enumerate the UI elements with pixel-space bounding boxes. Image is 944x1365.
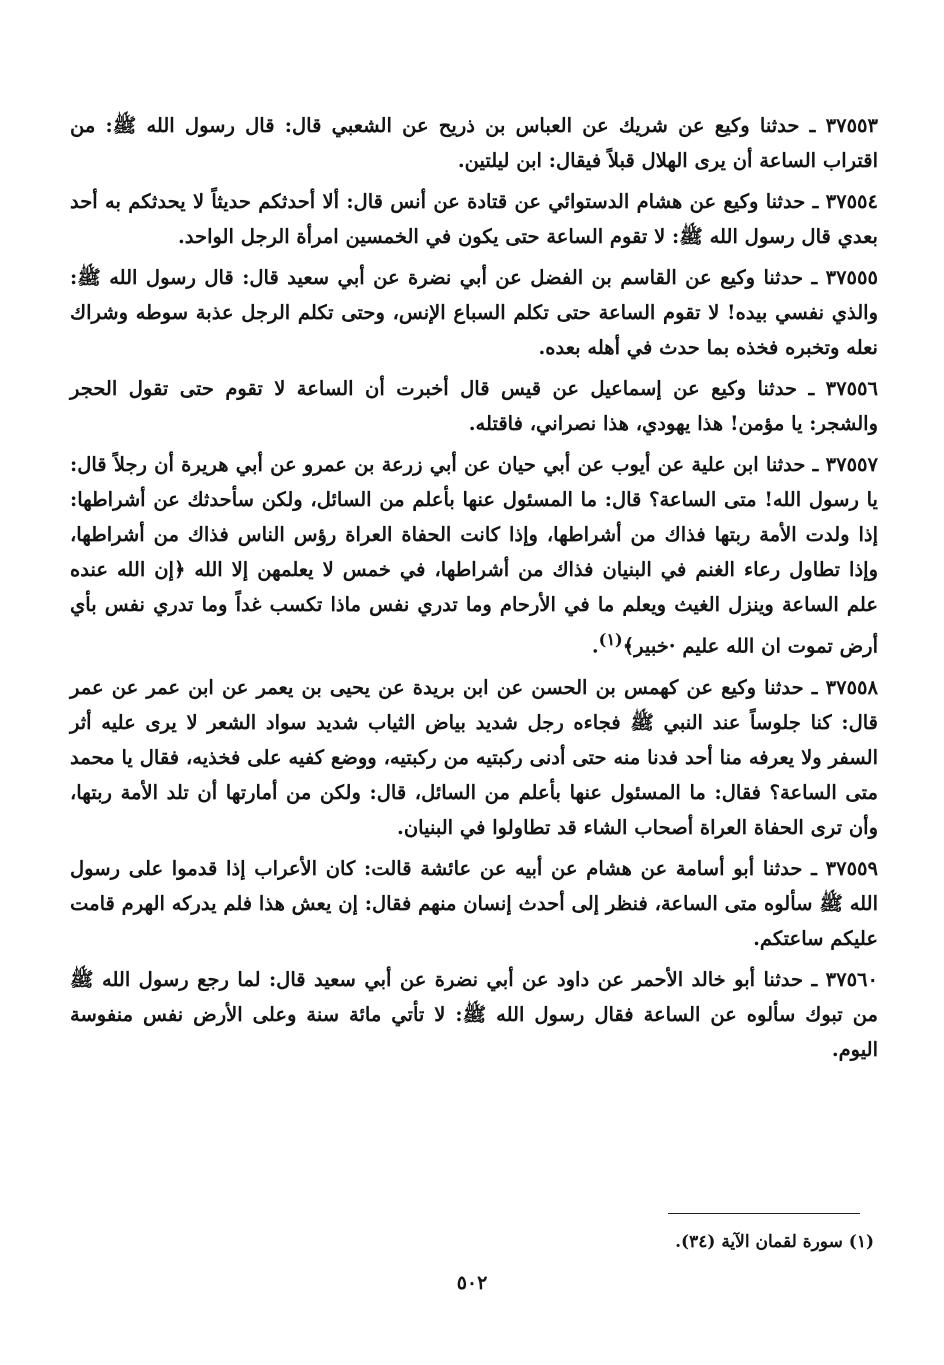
hadith-text: ـ حدثنا وكيع عن القاسم بن الفضل عن أبي نضرة عن أبي سعيد قال: قال رسول الله ﷺ: والذي نفسي بيده! لا تقوم الساعة حتى تكلم السباع الإنس، وحتى تكلم الرجل عذبة سوطه وشراك نعله وتخبره فخذه بما حدث في أهله بعده. xyxy=(70,266,878,359)
hadith-text: ـ حدثنا ابن علية عن أيوب عن أبي حيان عن أبي زرعة بن عمرو عن أبي هريرة أن رجلاً قال: يا رسول الله! متى الساعة؟ قال: ما المسئول عنها بأعلم من السائل، ولكن سأحدثك عن أشراطها: إذا ولدت الأمة ربتها فذاك من أشراطها، وإذا كانت الحفاة العراة رؤس الناس فذاك من أشراطها، وإذا تطاول رعاء الغنم في البنيان فذاك من أشراطها، في خمس لا يعلمهن إلا الله xyxy=(70,453,878,581)
hadith-number: ٣٧٥٥٩ xyxy=(825,856,878,880)
hadith-37558 xyxy=(70,670,878,845)
hadith-text: ـ حدثنا وكيع عن شريك عن العباس بن ذريح عن الشعبي قال: قال رسول الله ﷺ: من اقتراب الساعة أن يرى الهلال قبلاً فيقال: ابن ليلتين. xyxy=(70,114,878,172)
hadith-text: ـ حدثنا أبو خالد الأحمر عن داود عن أبي نضرة عن أبي سعيد قال: لما رجع رسول الله ﷺ من تبوك سألوه عن الساعة فقال رسول الله ﷺ: لا تأتي مائة سنة وعلى الأرض نفس منفوسة اليوم. xyxy=(70,967,878,1061)
hadith-number: ٣٧٥٥٥ xyxy=(825,266,878,289)
hadith-text: ـ حدثنا أبو أسامة عن هشام عن أبيه عن عائشة قالت: كان الأعراب إذا قدموا على رسول الله ﷺ سألوه متى الساعة، فنظر إلى أحدث إنسان منهم فقال: إن يعش هذا فلم يدركه الهرم قامت عليكم ساعتكم. xyxy=(70,856,878,950)
hadith-number: ٣٧٥٥٣ xyxy=(825,114,878,137)
hadith-number: ٣٧٥٦٠ xyxy=(825,967,878,991)
hadith-number: ٣٧٥٥٦ xyxy=(825,377,878,400)
hadith-37555 xyxy=(70,260,878,365)
footnote-ref[interactable]: (١) xyxy=(598,630,623,649)
hadith-number: ٣٧٥٥٨ xyxy=(825,675,878,699)
hadith-37559 xyxy=(70,851,878,956)
page-number: ٥٠٢ xyxy=(456,1272,488,1294)
hadith-text: ـ حدثنا وكيع عن هشام الدستوائي عن قتادة عن أنس قال: ألا أحدثكم حديثاً لا يحدثكم به أحد بعدي قال رسول الله ﷺ: لا تقوم الساعة حتى يكون في الخمسين امرأة الرجل الواحد. xyxy=(70,190,878,248)
hadith-37557 xyxy=(70,447,878,664)
hadith-number: ٣٧٥٥٧ xyxy=(825,453,878,476)
hadith-37553 xyxy=(70,108,878,178)
hadith-number: ٣٧٥٥٤ xyxy=(825,190,878,213)
hadith-37554 xyxy=(70,184,878,254)
hadith-37556 xyxy=(70,371,878,441)
hadith-text: ـ حدثنا وكيع عن إسماعيل عن قيس قال أخبرت أن الساعة لا تقوم حتى تقول الحجر والشجر: يا مؤمن! هذا يهودي، هذا نصراني، فاقتله. xyxy=(70,377,878,435)
quran-verse: ﴿إن الله عنده علم الساعة وينزل الغيث ويعلم ما في الأرحام وما تدري نفس ماذا تكسب غداً وما تدري نفس بأي أرض تموت ان الله عليم ·خبير﴾ xyxy=(70,558,878,658)
hadith-list xyxy=(70,108,878,1073)
footnote: (١) سورة لقمان الآية (٣٤). xyxy=(675,1232,874,1252)
footnote-divider xyxy=(668,1213,860,1214)
hadith-text: ـ حدثنا وكيع عن كهمس بن الحسن عن ابن بريدة عن يحيى بن يعمر عن ابن عمر عن عمر قال: كنا جلوساً عند النبي ﷺ فجاءه رجل شديد بياض الثياب شديد سواد الشعر لا يرى عليه أثر السفر ولا يعرفه منا أحد فدنا منه حتى أدنى ركبتيه من ركبتيه، ووضع كفيه على فخذيه، فقال يا محمد متى الساعة؟ فقال: ما المسئول عنها بأعلم من السائل، قال: ولكن من أمارتها أن تلد الأمة ربتها، وأن ترى الحفاة العراة أصحاب الشاء قد تطاولوا في البنيان. xyxy=(70,675,878,839)
hadith-end: . xyxy=(591,634,599,658)
hadith-37560 xyxy=(70,962,878,1067)
